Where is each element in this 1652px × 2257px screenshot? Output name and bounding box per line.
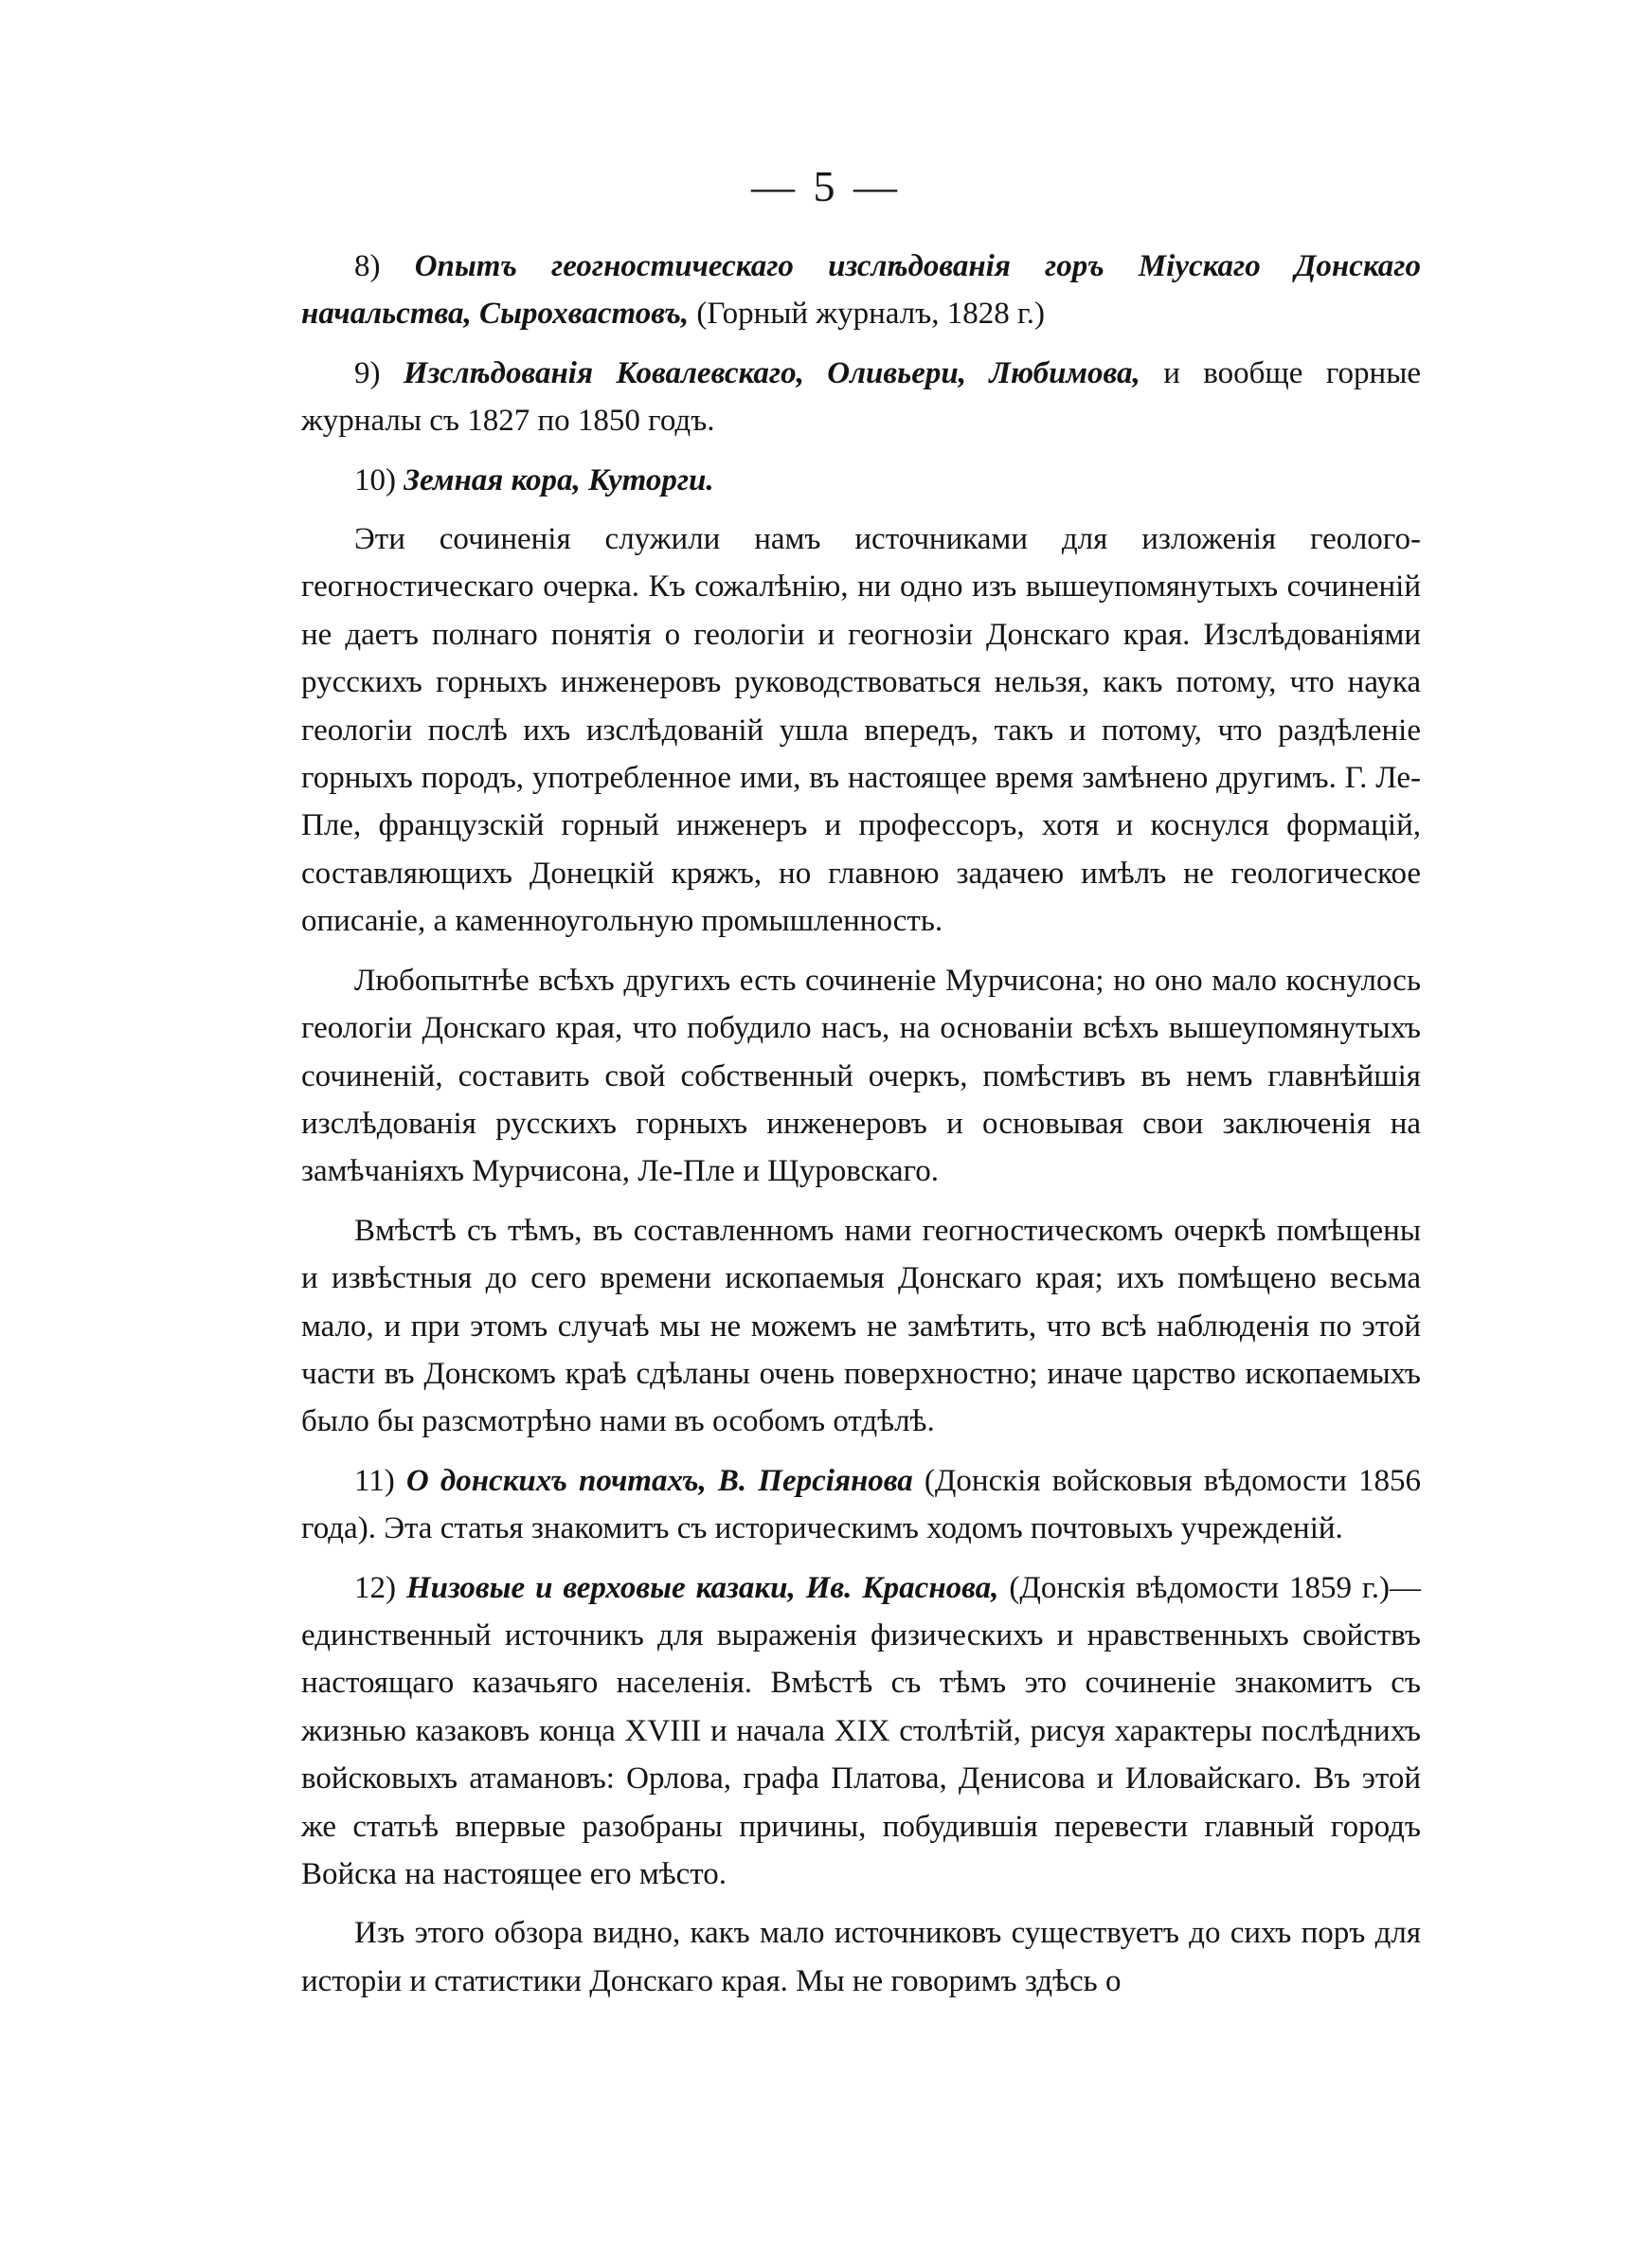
reference-10 [301, 457, 1421, 504]
page-number: — 5 — [751, 162, 901, 210]
paragraph-fossils: Вмѣстѣ съ тѣмъ, въ составленномъ нами геогностическомъ очеркѣ помѣщены и извѣстныя до сего времени ископаемыя Донскаго края; ихъ помѣщено весьма мало, и при этомъ случаѣ мы не можемъ не замѣтить, что всѣ наблюденія по этой части въ Донскомъ краѣ сдѣланы очень поверхностно; иначе царство ископаемыхъ было бы разсмотрѣно нами въ особомъ отдѣлѣ. [301, 1213, 1421, 1439]
reference-9 [301, 350, 1421, 445]
paragraph-sources-critique: Эти сочиненія служили намъ источниками для изложенія геолого-геогностическаго очерка. Къ сожалѣнію, ни одно изъ вышеупомянутыхъ сочиненій не даетъ полнаго понятія о геологіи и геогнозіи Донскаго края. Изслѣдованіями русскихъ горныхъ инженеровъ руководствоваться нельзя, какъ потому, что наука геологіи послѣ ихъ изслѣдованій ушла впередъ, такъ и потому, что раздѣленіе горныхъ породъ, употребленное ими, въ настоящее время замѣнено другимъ. Г. Ле-Пле, французскій горный инженеръ и профессоръ, хотя и коснулся формацій, составляющихъ Донецкій кряжъ, но главною задачею имѣлъ не геологическое описаніе, а каменноугольную промышленность. [301, 522, 1421, 939]
reference-number: 12) [354, 1570, 396, 1605]
paragraph-murchison: Любопытнѣе всѣхъ другихъ есть сочиненіе Мурчисона; но оно мало коснулось геологіи Донскаго края, что побудило насъ, на основаніи всѣхъ вышеупомянутыхъ сочиненій, составить свой собственный очеркъ, помѣстивъ въ немъ главнѣйшія изслѣдованія русскихъ горныхъ инженеровъ и основывая свои заключенія на замѣчаніяхъ Мурчисона, Ле-Пле и Щуровскаго. [301, 963, 1421, 1189]
reference-details: (Горный журналъ, 1828 г.) [689, 297, 1046, 332]
reference-author: В. Персіянова [717, 1463, 913, 1498]
reference-title: Изслѣдованія Ковалевскаго, Оливьери, Любимова, [403, 355, 1140, 390]
reference-11 [301, 1457, 1421, 1553]
reference-12 [301, 1564, 1421, 1899]
reference-title: Опытъ геогностическаго изслѣдованія горъ Міускаго Донскаго начальства, Сырохвастовъ, [301, 249, 1421, 332]
reference-number: 8) [354, 249, 381, 283]
reference-details: и вообще горные журналы съ 1827 по 1850 годъ. [301, 355, 1422, 439]
reference-8 [301, 243, 1421, 338]
reference-number: 10) [354, 462, 396, 497]
reference-number: 11) [354, 1463, 395, 1498]
reference-title: Земная кора, Куторги. [404, 462, 714, 497]
reference-number: 9) [354, 355, 381, 390]
reference-title: Низовые и верховые казаки, Ив. Краснова, [405, 1570, 999, 1605]
reference-details: (Донскія вѣдомости 1859 г.)—единственный источникъ для выраженія физическихъ и нравственныхъ свойствъ настоящаго казачьяго населенія. Вмѣстѣ съ тѣмъ это сочиненіе знакомитъ съ жизнью казаковъ конца XVIII и начала XIX столѣтій, рисуя характеры послѣднихъ войсковыхъ атамановъ: Орлова, графа Платова, Денисова и Иловайскаго. Въ этой же статьѣ впервые разобраны причины, побудившія перевести главный городъ Войска на настоящее его мѣсто. [301, 1570, 1421, 1891]
reference-title: О донскихъ почтахъ, [405, 1463, 707, 1498]
reference-details: (Донскія войсковыя вѣдомости 1856 года). Эта статья знакомитъ съ историческимъ ходомъ почтовыхъ учрежденій. [301, 1463, 1422, 1546]
page-body [301, 243, 1421, 2016]
paragraph-closing: Изъ этого обзора видно, какъ мало источниковъ существуетъ до сихъ поръ для исторіи и статистики Донскаго края. Мы не говоримъ здѣсь о [301, 1916, 1421, 1998]
